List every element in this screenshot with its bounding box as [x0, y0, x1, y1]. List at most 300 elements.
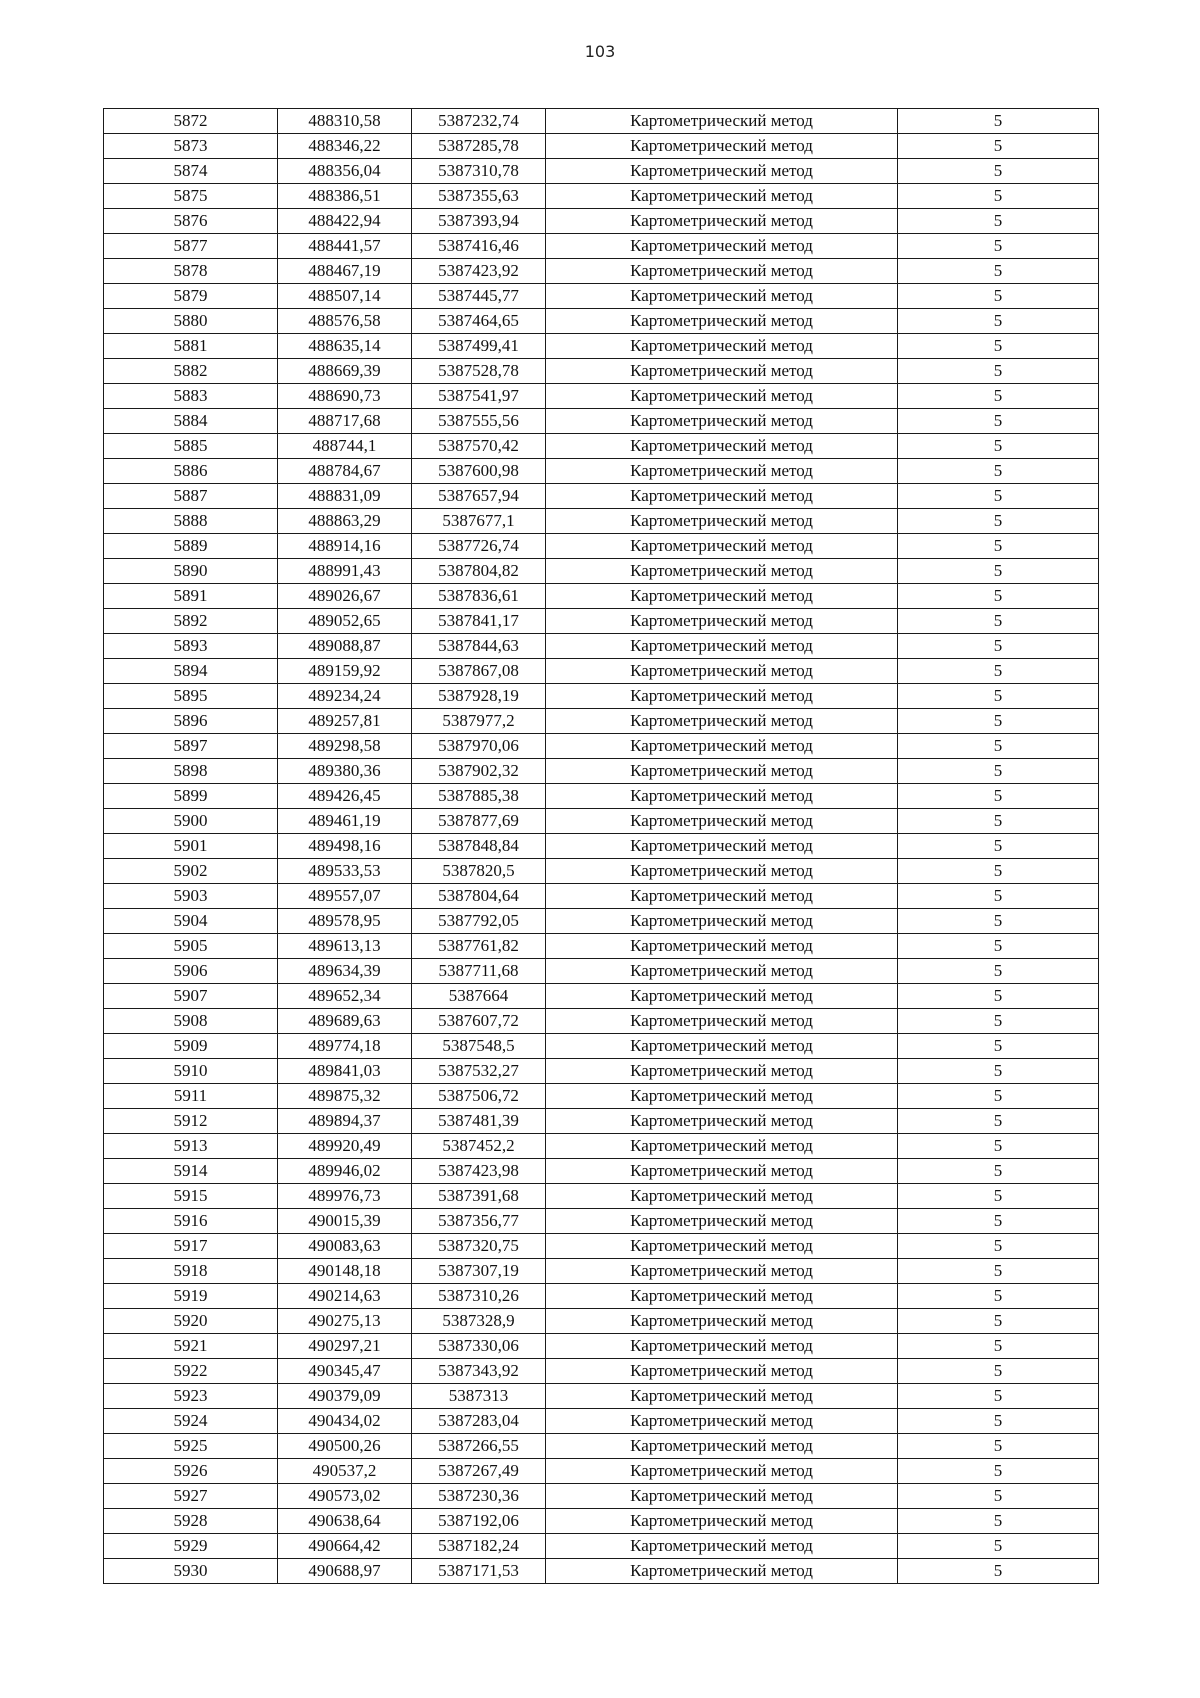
point-number-cell: 5904: [104, 909, 278, 934]
accuracy-cell: 5: [898, 684, 1099, 709]
accuracy-cell: 5: [898, 1184, 1099, 1209]
table-row: [104, 1184, 1099, 1209]
y-coordinate-cell: 5387902,32: [412, 759, 546, 784]
accuracy-cell: 5: [898, 334, 1099, 359]
table-row: [104, 1359, 1099, 1384]
point-number-cell: 5907: [104, 984, 278, 1009]
x-coordinate-cell: 490379,09: [278, 1384, 412, 1409]
method-cell: Картометрический метод: [546, 384, 898, 409]
table-row: [104, 559, 1099, 584]
x-coordinate-cell: 490500,26: [278, 1434, 412, 1459]
point-number-cell: 5910: [104, 1059, 278, 1084]
point-number-cell: 5901: [104, 834, 278, 859]
x-coordinate-cell: 489498,16: [278, 834, 412, 859]
point-number-cell: 5883: [104, 384, 278, 409]
method-cell: Картометрический метод: [546, 1559, 898, 1584]
method-cell: Картометрический метод: [546, 684, 898, 709]
y-coordinate-cell: 5387570,42: [412, 434, 546, 459]
table-row: [104, 1259, 1099, 1284]
accuracy-cell: 5: [898, 1459, 1099, 1484]
table-row: [104, 209, 1099, 234]
y-coordinate-cell: 5387391,68: [412, 1184, 546, 1209]
accuracy-cell: 5: [898, 184, 1099, 209]
accuracy-cell: 5: [898, 309, 1099, 334]
accuracy-cell: 5: [898, 1009, 1099, 1034]
y-coordinate-cell: 5387464,65: [412, 309, 546, 334]
point-number-cell: 5919: [104, 1284, 278, 1309]
method-cell: Картометрический метод: [546, 359, 898, 384]
method-cell: Картометрический метод: [546, 334, 898, 359]
y-coordinate-cell: 5387192,06: [412, 1509, 546, 1534]
table-row: [104, 984, 1099, 1009]
point-number-cell: 5913: [104, 1134, 278, 1159]
y-coordinate-cell: 5387820,5: [412, 859, 546, 884]
point-number-cell: 5915: [104, 1184, 278, 1209]
accuracy-cell: 5: [898, 559, 1099, 584]
accuracy-cell: 5: [898, 1134, 1099, 1159]
method-cell: Картометрический метод: [546, 1184, 898, 1209]
x-coordinate-cell: 490345,47: [278, 1359, 412, 1384]
x-coordinate-cell: 489533,53: [278, 859, 412, 884]
page-number: 103: [584, 42, 616, 61]
method-cell: Картометрический метод: [546, 759, 898, 784]
method-cell: Картометрический метод: [546, 1434, 898, 1459]
x-coordinate-cell: 488386,51: [278, 184, 412, 209]
point-number-cell: 5884: [104, 409, 278, 434]
method-cell: Картометрический метод: [546, 1059, 898, 1084]
x-coordinate-cell: 489026,67: [278, 584, 412, 609]
y-coordinate-cell: 5387356,77: [412, 1209, 546, 1234]
method-cell: Картометрический метод: [546, 784, 898, 809]
y-coordinate-cell: 5387423,92: [412, 259, 546, 284]
method-cell: Картометрический метод: [546, 509, 898, 534]
point-number-cell: 5886: [104, 459, 278, 484]
point-number-cell: 5882: [104, 359, 278, 384]
y-coordinate-cell: 5387804,64: [412, 884, 546, 909]
method-cell: Картометрический метод: [546, 559, 898, 584]
table-row: [104, 509, 1099, 534]
y-coordinate-cell: 5387355,63: [412, 184, 546, 209]
point-number-cell: 5885: [104, 434, 278, 459]
point-number-cell: 5875: [104, 184, 278, 209]
y-coordinate-cell: 5387445,77: [412, 284, 546, 309]
method-cell: Картометрический метод: [546, 234, 898, 259]
point-number-cell: 5898: [104, 759, 278, 784]
point-number-cell: 5925: [104, 1434, 278, 1459]
x-coordinate-cell: 490297,21: [278, 1334, 412, 1359]
y-coordinate-cell: 5387343,92: [412, 1359, 546, 1384]
method-cell: Картометрический метод: [546, 134, 898, 159]
table-row: [104, 1384, 1099, 1409]
x-coordinate-cell: 489841,03: [278, 1059, 412, 1084]
point-number-cell: 5930: [104, 1559, 278, 1584]
x-coordinate-cell: 488467,19: [278, 259, 412, 284]
y-coordinate-cell: 5387313: [412, 1384, 546, 1409]
method-cell: Картометрический метод: [546, 1284, 898, 1309]
x-coordinate-cell: 489461,19: [278, 809, 412, 834]
x-coordinate-cell: 488784,67: [278, 459, 412, 484]
y-coordinate-cell: 5387607,72: [412, 1009, 546, 1034]
accuracy-cell: 5: [898, 1384, 1099, 1409]
y-coordinate-cell: 5387677,1: [412, 509, 546, 534]
x-coordinate-cell: 488422,94: [278, 209, 412, 234]
method-cell: Картометрический метод: [546, 1309, 898, 1334]
table-row: [104, 1334, 1099, 1359]
x-coordinate-cell: 488576,58: [278, 309, 412, 334]
x-coordinate-cell: 488346,22: [278, 134, 412, 159]
table-row: [104, 384, 1099, 409]
y-coordinate-cell: 5387285,78: [412, 134, 546, 159]
point-number-cell: 5896: [104, 709, 278, 734]
y-coordinate-cell: 5387328,9: [412, 1309, 546, 1334]
table-row: [104, 1084, 1099, 1109]
x-coordinate-cell: 488717,68: [278, 409, 412, 434]
method-cell: Картометрический метод: [546, 1409, 898, 1434]
table-row: [104, 1159, 1099, 1184]
x-coordinate-cell: 488863,29: [278, 509, 412, 534]
method-cell: Картометрический метод: [546, 1034, 898, 1059]
accuracy-cell: 5: [898, 484, 1099, 509]
accuracy-cell: 5: [898, 834, 1099, 859]
table-row: [104, 634, 1099, 659]
y-coordinate-cell: 5387320,75: [412, 1234, 546, 1259]
accuracy-cell: 5: [898, 809, 1099, 834]
x-coordinate-cell: 488310,58: [278, 109, 412, 134]
point-number-cell: 5877: [104, 234, 278, 259]
method-cell: Картометрический метод: [546, 209, 898, 234]
table-row: [104, 759, 1099, 784]
method-cell: Картометрический метод: [546, 259, 898, 284]
y-coordinate-cell: 5387330,06: [412, 1334, 546, 1359]
accuracy-cell: 5: [898, 709, 1099, 734]
table-row: [104, 884, 1099, 909]
y-coordinate-cell: 5387977,2: [412, 709, 546, 734]
x-coordinate-cell: 488507,14: [278, 284, 412, 309]
table-row: [104, 159, 1099, 184]
point-number-cell: 5921: [104, 1334, 278, 1359]
table-row: [104, 484, 1099, 509]
point-number-cell: 5899: [104, 784, 278, 809]
coordinates-table: [103, 108, 1099, 1584]
method-cell: Картометрический метод: [546, 959, 898, 984]
table-row: [104, 1234, 1099, 1259]
method-cell: Картометрический метод: [546, 1159, 898, 1184]
point-number-cell: 5894: [104, 659, 278, 684]
table-row: [104, 1059, 1099, 1084]
y-coordinate-cell: 5387266,55: [412, 1434, 546, 1459]
point-number-cell: 5881: [104, 334, 278, 359]
x-coordinate-cell: 488669,39: [278, 359, 412, 384]
y-coordinate-cell: 5387548,5: [412, 1034, 546, 1059]
point-number-cell: 5878: [104, 259, 278, 284]
method-cell: Картометрический метод: [546, 284, 898, 309]
point-number-cell: 5893: [104, 634, 278, 659]
x-coordinate-cell: 490214,63: [278, 1284, 412, 1309]
y-coordinate-cell: 5387836,61: [412, 584, 546, 609]
accuracy-cell: 5: [898, 284, 1099, 309]
x-coordinate-cell: 489578,95: [278, 909, 412, 934]
point-number-cell: 5909: [104, 1034, 278, 1059]
point-number-cell: 5923: [104, 1384, 278, 1409]
point-number-cell: 5890: [104, 559, 278, 584]
x-coordinate-cell: 490083,63: [278, 1234, 412, 1259]
accuracy-cell: 5: [898, 109, 1099, 134]
method-cell: Картометрический метод: [546, 1134, 898, 1159]
x-coordinate-cell: 490275,13: [278, 1309, 412, 1334]
x-coordinate-cell: 489298,58: [278, 734, 412, 759]
method-cell: Картометрический метод: [546, 309, 898, 334]
y-coordinate-cell: 5387848,84: [412, 834, 546, 859]
table-row: [104, 709, 1099, 734]
point-number-cell: 5918: [104, 1259, 278, 1284]
accuracy-cell: 5: [898, 1059, 1099, 1084]
table-row: [104, 434, 1099, 459]
point-number-cell: 5922: [104, 1359, 278, 1384]
table-row: [104, 909, 1099, 934]
method-cell: Картометрический метод: [546, 809, 898, 834]
point-number-cell: 5892: [104, 609, 278, 634]
method-cell: Картометрический метод: [546, 434, 898, 459]
x-coordinate-cell: 489946,02: [278, 1159, 412, 1184]
point-number-cell: 5897: [104, 734, 278, 759]
x-coordinate-cell: 490664,42: [278, 1534, 412, 1559]
point-number-cell: 5916: [104, 1209, 278, 1234]
x-coordinate-cell: 489159,92: [278, 659, 412, 684]
accuracy-cell: 5: [898, 1084, 1099, 1109]
method-cell: Картометрический метод: [546, 909, 898, 934]
y-coordinate-cell: 5387928,19: [412, 684, 546, 709]
x-coordinate-cell: 489875,32: [278, 1084, 412, 1109]
point-number-cell: 5928: [104, 1509, 278, 1534]
table-row: [104, 1034, 1099, 1059]
x-coordinate-cell: 489689,63: [278, 1009, 412, 1034]
y-coordinate-cell: 5387506,72: [412, 1084, 546, 1109]
x-coordinate-cell: 489557,07: [278, 884, 412, 909]
method-cell: Картометрический метод: [546, 984, 898, 1009]
x-coordinate-cell: 490537,2: [278, 1459, 412, 1484]
x-coordinate-cell: 489894,37: [278, 1109, 412, 1134]
y-coordinate-cell: 5387726,74: [412, 534, 546, 559]
accuracy-cell: 5: [898, 1484, 1099, 1509]
accuracy-cell: 5: [898, 259, 1099, 284]
y-coordinate-cell: 5387230,36: [412, 1484, 546, 1509]
x-coordinate-cell: 489774,18: [278, 1034, 412, 1059]
accuracy-cell: 5: [898, 784, 1099, 809]
accuracy-cell: 5: [898, 1559, 1099, 1584]
accuracy-cell: 5: [898, 159, 1099, 184]
accuracy-cell: 5: [898, 934, 1099, 959]
y-coordinate-cell: 5387867,08: [412, 659, 546, 684]
x-coordinate-cell: 489380,36: [278, 759, 412, 784]
method-cell: Картометрический метод: [546, 609, 898, 634]
table-row: [104, 684, 1099, 709]
y-coordinate-cell: 5387499,41: [412, 334, 546, 359]
table-row: [104, 809, 1099, 834]
table-row: [104, 934, 1099, 959]
table-row: [104, 1459, 1099, 1484]
method-cell: Картометрический метод: [546, 734, 898, 759]
point-number-cell: 5889: [104, 534, 278, 559]
table-row: [104, 1434, 1099, 1459]
accuracy-cell: 5: [898, 459, 1099, 484]
point-number-cell: 5900: [104, 809, 278, 834]
x-coordinate-cell: 489652,34: [278, 984, 412, 1009]
accuracy-cell: 5: [898, 1509, 1099, 1534]
y-coordinate-cell: 5387393,94: [412, 209, 546, 234]
table-row: [104, 109, 1099, 134]
y-coordinate-cell: 5387532,27: [412, 1059, 546, 1084]
accuracy-cell: 5: [898, 1109, 1099, 1134]
y-coordinate-cell: 5387528,78: [412, 359, 546, 384]
method-cell: Картометрический метод: [546, 1359, 898, 1384]
x-coordinate-cell: 489634,39: [278, 959, 412, 984]
method-cell: Картометрический метод: [546, 834, 898, 859]
method-cell: Картометрический метод: [546, 934, 898, 959]
y-coordinate-cell: 5387885,38: [412, 784, 546, 809]
accuracy-cell: 5: [898, 1259, 1099, 1284]
y-coordinate-cell: 5387792,05: [412, 909, 546, 934]
method-cell: Картометрический метод: [546, 1084, 898, 1109]
x-coordinate-cell: 490015,39: [278, 1209, 412, 1234]
method-cell: Картометрический метод: [546, 109, 898, 134]
x-coordinate-cell: 489613,13: [278, 934, 412, 959]
x-coordinate-cell: 489257,81: [278, 709, 412, 734]
table-row: [104, 859, 1099, 884]
x-coordinate-cell: 488690,73: [278, 384, 412, 409]
x-coordinate-cell: 489052,65: [278, 609, 412, 634]
accuracy-cell: 5: [898, 509, 1099, 534]
accuracy-cell: 5: [898, 884, 1099, 909]
accuracy-cell: 5: [898, 1309, 1099, 1334]
accuracy-cell: 5: [898, 1209, 1099, 1234]
point-number-cell: 5911: [104, 1084, 278, 1109]
x-coordinate-cell: 489234,24: [278, 684, 412, 709]
method-cell: Картометрический метод: [546, 584, 898, 609]
table-row: [104, 1209, 1099, 1234]
point-number-cell: 5872: [104, 109, 278, 134]
accuracy-cell: 5: [898, 384, 1099, 409]
point-number-cell: 5895: [104, 684, 278, 709]
accuracy-cell: 5: [898, 634, 1099, 659]
x-coordinate-cell: 490573,02: [278, 1484, 412, 1509]
method-cell: Картометрический метод: [546, 884, 898, 909]
method-cell: Картометрический метод: [546, 1009, 898, 1034]
y-coordinate-cell: 5387844,63: [412, 634, 546, 659]
method-cell: Картометрический метод: [546, 1259, 898, 1284]
table-row: [104, 259, 1099, 284]
table-row: [104, 234, 1099, 259]
method-cell: Картометрический метод: [546, 1209, 898, 1234]
method-cell: Картометрический метод: [546, 634, 898, 659]
accuracy-cell: 5: [898, 659, 1099, 684]
accuracy-cell: 5: [898, 984, 1099, 1009]
point-number-cell: 5879: [104, 284, 278, 309]
x-coordinate-cell: 488441,57: [278, 234, 412, 259]
point-number-cell: 5905: [104, 934, 278, 959]
point-number-cell: 5880: [104, 309, 278, 334]
x-coordinate-cell: 490434,02: [278, 1409, 412, 1434]
table-row: [104, 834, 1099, 859]
method-cell: Картометрический метод: [546, 709, 898, 734]
y-coordinate-cell: 5387804,82: [412, 559, 546, 584]
point-number-cell: 5873: [104, 134, 278, 159]
method-cell: Картометрический метод: [546, 484, 898, 509]
table-row: [104, 309, 1099, 334]
point-number-cell: 5903: [104, 884, 278, 909]
x-coordinate-cell: 490638,64: [278, 1509, 412, 1534]
table-row: [104, 784, 1099, 809]
accuracy-cell: 5: [898, 609, 1099, 634]
method-cell: Картометрический метод: [546, 1334, 898, 1359]
accuracy-cell: 5: [898, 1434, 1099, 1459]
y-coordinate-cell: 5387310,26: [412, 1284, 546, 1309]
y-coordinate-cell: 5387232,74: [412, 109, 546, 134]
table-row: [104, 334, 1099, 359]
y-coordinate-cell: 5387423,98: [412, 1159, 546, 1184]
y-coordinate-cell: 5387310,78: [412, 159, 546, 184]
x-coordinate-cell: 489920,49: [278, 1134, 412, 1159]
coordinates-table-body: [104, 109, 1099, 1584]
table-row: [104, 1009, 1099, 1034]
y-coordinate-cell: 5387267,49: [412, 1459, 546, 1484]
method-cell: Картометрический метод: [546, 1509, 898, 1534]
method-cell: Картометрический метод: [546, 159, 898, 184]
method-cell: Картометрический метод: [546, 534, 898, 559]
table-row: [104, 359, 1099, 384]
point-number-cell: 5926: [104, 1459, 278, 1484]
y-coordinate-cell: 5387481,39: [412, 1109, 546, 1134]
point-number-cell: 5924: [104, 1409, 278, 1434]
table-row: [104, 409, 1099, 434]
accuracy-cell: 5: [898, 234, 1099, 259]
table-row: [104, 134, 1099, 159]
x-coordinate-cell: 488744,1: [278, 434, 412, 459]
y-coordinate-cell: 5387600,98: [412, 459, 546, 484]
accuracy-cell: 5: [898, 359, 1099, 384]
accuracy-cell: 5: [898, 1159, 1099, 1184]
accuracy-cell: 5: [898, 209, 1099, 234]
accuracy-cell: 5: [898, 534, 1099, 559]
table-row: [104, 1109, 1099, 1134]
table-row: [104, 734, 1099, 759]
accuracy-cell: 5: [898, 1034, 1099, 1059]
table-row: [104, 659, 1099, 684]
y-coordinate-cell: 5387664: [412, 984, 546, 1009]
accuracy-cell: 5: [898, 1359, 1099, 1384]
point-number-cell: 5927: [104, 1484, 278, 1509]
y-coordinate-cell: 5387970,06: [412, 734, 546, 759]
y-coordinate-cell: 5387283,04: [412, 1409, 546, 1434]
y-coordinate-cell: 5387416,46: [412, 234, 546, 259]
method-cell: Картометрический метод: [546, 409, 898, 434]
method-cell: Картометрический метод: [546, 1534, 898, 1559]
table-row: [104, 1509, 1099, 1534]
accuracy-cell: 5: [898, 1409, 1099, 1434]
point-number-cell: 5906: [104, 959, 278, 984]
point-number-cell: 5888: [104, 509, 278, 534]
table-row: [104, 534, 1099, 559]
y-coordinate-cell: 5387541,97: [412, 384, 546, 409]
table-row: [104, 184, 1099, 209]
point-number-cell: 5887: [104, 484, 278, 509]
accuracy-cell: 5: [898, 1284, 1099, 1309]
table-row: [104, 1284, 1099, 1309]
x-coordinate-cell: 488991,43: [278, 559, 412, 584]
method-cell: Картометрический метод: [546, 1459, 898, 1484]
method-cell: Картометрический метод: [546, 1484, 898, 1509]
point-number-cell: 5891: [104, 584, 278, 609]
method-cell: Картометрический метод: [546, 1109, 898, 1134]
